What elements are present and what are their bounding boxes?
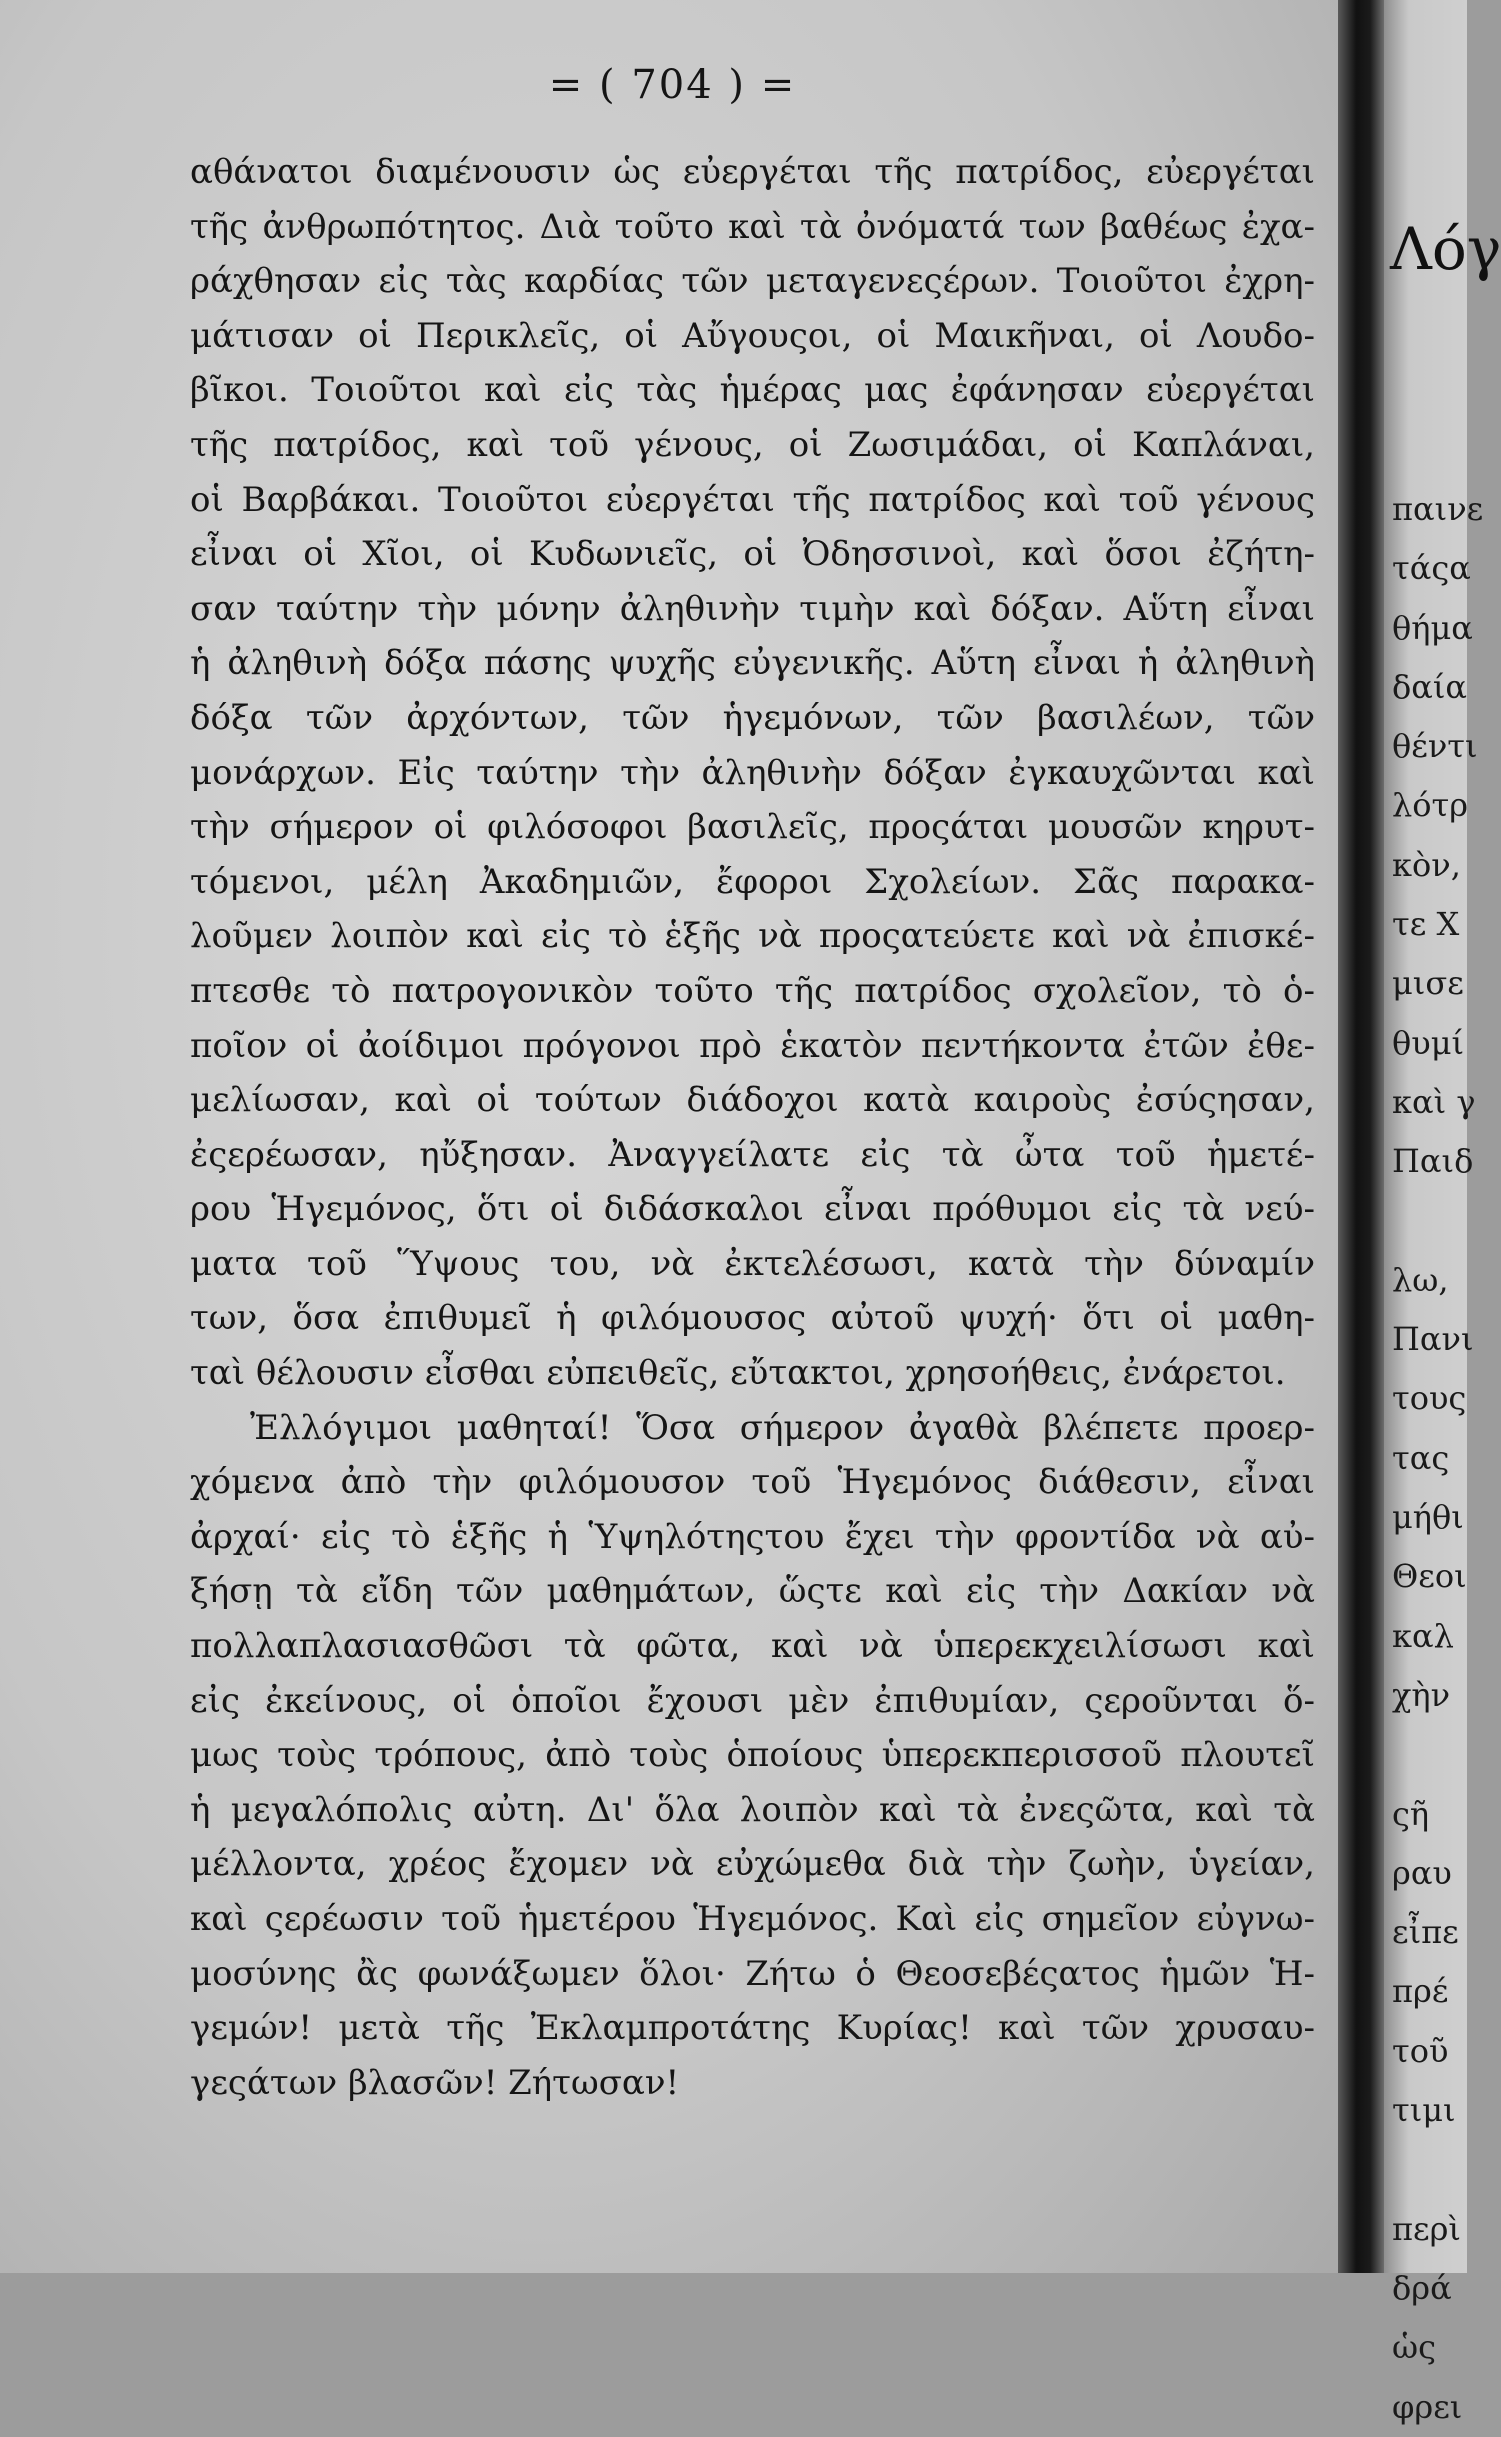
text-line: ταὶ θέλουσιν εἶσθαι εὐπειθεῖς, εὔτακτοι, χρησοήθεις, ἐνάρετοι.	[190, 1353, 1286, 1394]
text-line: ράχθησαν εἰς τὰς καρδίας τῶν μεταγενεςέρων. Τοιοῦτοι ἐχρη-	[190, 261, 1315, 302]
text-line: βῖκοι. Τοιοῦτοι καὶ εἰς τὰς ἡμέρας μας ἐφάνησαν εὐεργέται	[190, 370, 1315, 411]
text-line: τῆς πατρίδος, καὶ τοῦ γένους, οἱ Ζωσιμάδαι, οἱ Καπλάναι,	[190, 424, 1315, 465]
adjacent-text-fragment: φρει	[1392, 2387, 1463, 2426]
adjacent-text-fragment: Παιδ	[1392, 1142, 1474, 1181]
text-line: ἡ μεγαλόπολις αὐτη. Δι' ὅλα λοιπὸν καὶ τὰ ἐνεςῶτα, καὶ τὰ	[190, 1789, 1315, 1830]
adjacent-text-fragment: τας	[1392, 1438, 1450, 1477]
adjacent-text-fragment: ςῆ	[1392, 1794, 1430, 1833]
text-line: τὴν σήμερον οἱ φιλόσοφοι βασιλεῖς, προςάται μουσῶν κηρυτ-	[190, 807, 1315, 848]
text-line: χόμενα ἀπὸ τὴν φιλόμουσον τοῦ Ἡγεμόνος διάθεσιν, εἶναι	[190, 1462, 1315, 1503]
adjacent-text-fragment: τους	[1392, 1379, 1467, 1418]
adjacent-text-fragment: μισε	[1392, 964, 1464, 1003]
page-body-text	[190, 145, 1315, 2103]
text-line: εἶναι οἱ Χῖοι, οἱ Κυδωνιεῖς, οἱ Ὀδησσινοὶ, καὶ ὅσοι ἐζήτη-	[190, 534, 1315, 575]
adjacent-text-fragment: καὶ γ	[1392, 1082, 1476, 1121]
text-line: μως τοὺς τρόπους, ἀπὸ τοὺς ὁποίους ὑπερεκπερισσοῦ πλουτεῖ	[190, 1735, 1315, 1776]
adjacent-text-fragment: δρά	[1392, 2268, 1452, 2307]
adjacent-text-fragment	[1392, 2140, 1483, 2199]
adjacent-text-fragment: Πανι	[1392, 1320, 1474, 1359]
adjacent-text-fragment: χὴν	[1392, 1675, 1451, 1714]
book-gutter	[1338, 0, 1384, 2273]
text-line: εἰς ἐκείνους, οἱ ὁποῖοι ἔχουσι μὲν ἐπιθυμίαν, ςεροῦνται ὅ-	[190, 1680, 1315, 1721]
adjacent-text-fragment: εἶπε	[1392, 1913, 1459, 1952]
text-line: αθάνατοι διαμένουσιν ὡς εὐεργέται τῆς πατρίδος, εὐεργέται	[190, 152, 1315, 192]
adjacent-text-fragment: τε Χ	[1392, 905, 1460, 944]
adjacent-text-fragment: λότρ	[1392, 786, 1469, 825]
adjacent-text-fragment: καλ	[1392, 1616, 1454, 1655]
text-line: ποῖον οἱ ἀοίδιμοι πρόγονοι πρὸ ἑκατὸν πεντήκοντα ἐτῶν ἐθε-	[190, 1025, 1315, 1066]
text-line: μελίωσαν, καὶ οἱ τούτων διάδοχοι κατὰ καιροὺς ἐσύςησαν,	[190, 1080, 1315, 1121]
adjacent-text-fragment: θέντι	[1392, 727, 1478, 766]
adjacent-text-fragment: ραυ	[1392, 1853, 1452, 1892]
adjacent-text-fragment: περὶ	[1392, 2209, 1461, 2248]
adjacent-text-fragment: θήμα	[1392, 608, 1473, 647]
adjacent-text-fragment: παινε	[1392, 490, 1484, 528]
adjacent-text-fragment: κὸν,	[1392, 845, 1461, 884]
text-line: Ἐλλόγιμοι μαθηταί! Ὅσα σήμερον ἀγαθὰ βλέπετε προερ-	[250, 1407, 1315, 1448]
adjacent-page-edge	[1384, 0, 1501, 2426]
text-line: τόμενοι, μέλη Ἀκαδημιῶν, ἔφοροι Σχολείων. Σᾶς παρακα-	[190, 861, 1315, 902]
text-line: τῆς ἀνθρωπότητος. Διὰ τοῦτο καὶ τὰ ὀνόματά των βαθέως ἐχα-	[190, 206, 1315, 247]
text-line: ρου Ἡγεμόνος, ὅτι οἱ διδάσκαλοι εἶναι πρόθυμοι εἰς τὰ νεύ-	[190, 1189, 1315, 1230]
text-line: δόξα τῶν ἀρχόντων, τῶν ἡγεμόνων, τῶν βασιλέων, τῶν	[190, 697, 1315, 738]
adjacent-text-fragment	[1392, 1192, 1483, 1251]
adjacent-text-fragment	[1392, 1725, 1483, 1784]
text-line: ματα τοῦ Ὕψους του, νὰ ἐκτελέσωσι, κατὰ τὴν δύναμίν	[190, 1243, 1315, 1284]
text-line: μοσύνης ἂς φωνάξωμεν ὅλοι· Ζήτω ὁ Θεοσεβέςατος ἡμῶν Ἡ-	[190, 1953, 1315, 1994]
adjacent-page-heading: Λόγ	[1390, 215, 1501, 283]
adjacent-text-fragment: Θεοι	[1392, 1557, 1467, 1596]
page-number-header: = ( 704 ) =	[548, 62, 797, 108]
text-line: σαν ταύτην τὴν μόνην ἀληθινὴν τιμὴν καὶ δόξαν. Αὕτη εἶναι	[190, 588, 1315, 629]
adjacent-text-fragment: τιμι	[1392, 2091, 1456, 2130]
text-line: μάτισαν οἱ Περικλεῖς, οἱ Αὔγουςοι, οἱ Μαικῆναι, οἱ Λουδο-	[190, 315, 1315, 356]
text-line: μονάρχων. Εἰς ταύτην τὴν ἀληθινὴν δόξαν ἐγκαυχῶνται καὶ	[190, 752, 1315, 793]
adjacent-page-text	[1392, 480, 1483, 2437]
text-line: πτεσθε τὸ πατρογονικὸν τοῦτο τῆς πατρίδος σχολεῖον, τὸ ὁ-	[190, 970, 1315, 1011]
text-line: λοῦμεν λοιπὸν καὶ εἰς τὸ ἑξῆς νὰ προςατεύετε καὶ νὰ ἐπισκέ-	[190, 916, 1315, 957]
text-line: ξήσῃ τὰ εἴδη τῶν μαθημάτων, ὥςτε καὶ εἰς τὴν Δακίαν νὰ	[190, 1571, 1315, 1612]
text-line: των, ὅσα ἐπιθυμεῖ ἡ φιλόμουσος αὐτοῦ ψυχή· ὅτι οἱ μαθη-	[190, 1298, 1315, 1339]
text-line: ἡ ἀληθινὴ δόξα πάσης ψυχῆς εὐγενικῆς. Αὕτη εἶναι ἡ ἀληθινὴ	[190, 643, 1315, 684]
adjacent-text-fragment: μήθι	[1392, 1498, 1464, 1537]
text-line: οἱ Βαρβάκαι. Τοιοῦτοι εὐεργέται τῆς πατρίδος καὶ τοῦ γένους	[190, 479, 1315, 520]
text-line: γεμών! μετὰ τῆς Ἐκλαμπροτάτης Κυρίας! καὶ τῶν χρυσαυ-	[190, 2008, 1315, 2049]
text-line: πολλαπλασιασθῶσι τὰ φῶτα, καὶ νὰ ὑπερεκχειλίσωσι καὶ	[190, 1626, 1315, 1667]
adjacent-text-fragment: λω,	[1392, 1260, 1449, 1299]
adjacent-text-fragment: ὡς	[1392, 2328, 1437, 2367]
text-line: μέλλοντα, χρέος ἔχομεν νὰ εὐχώμεθα διὰ τὴν ζωὴν, ὑγείαν,	[190, 1844, 1315, 1885]
adjacent-text-fragment: τοῦ	[1392, 2031, 1449, 2070]
text-line: καὶ ςερέωσιν τοῦ ἡμετέρου Ἡγεμόνος. Καὶ εἰς σημεῖον εὐγνω-	[190, 1899, 1315, 1939]
text-line: γεςάτων βλασῶν! Ζήτωσαν!	[190, 2062, 680, 2103]
text-line: ἐςερέωσαν, ηὔξησαν. Ἀναγγείλατε εἰς τὰ ὦτα τοῦ ἡμετέ-	[190, 1134, 1315, 1175]
text-line: ἀρχαί· εἰς τὸ ἑξῆς ἡ Ὑψηλότηςτου ἔχει τὴν φροντίδα νὰ αὐ-	[190, 1516, 1315, 1557]
adjacent-text-fragment: τάςα	[1392, 549, 1471, 588]
adjacent-text-fragment: δαία	[1392, 667, 1468, 706]
adjacent-text-fragment: πρέ	[1392, 1972, 1449, 2011]
adjacent-text-fragment: θυμί	[1392, 1023, 1465, 1062]
